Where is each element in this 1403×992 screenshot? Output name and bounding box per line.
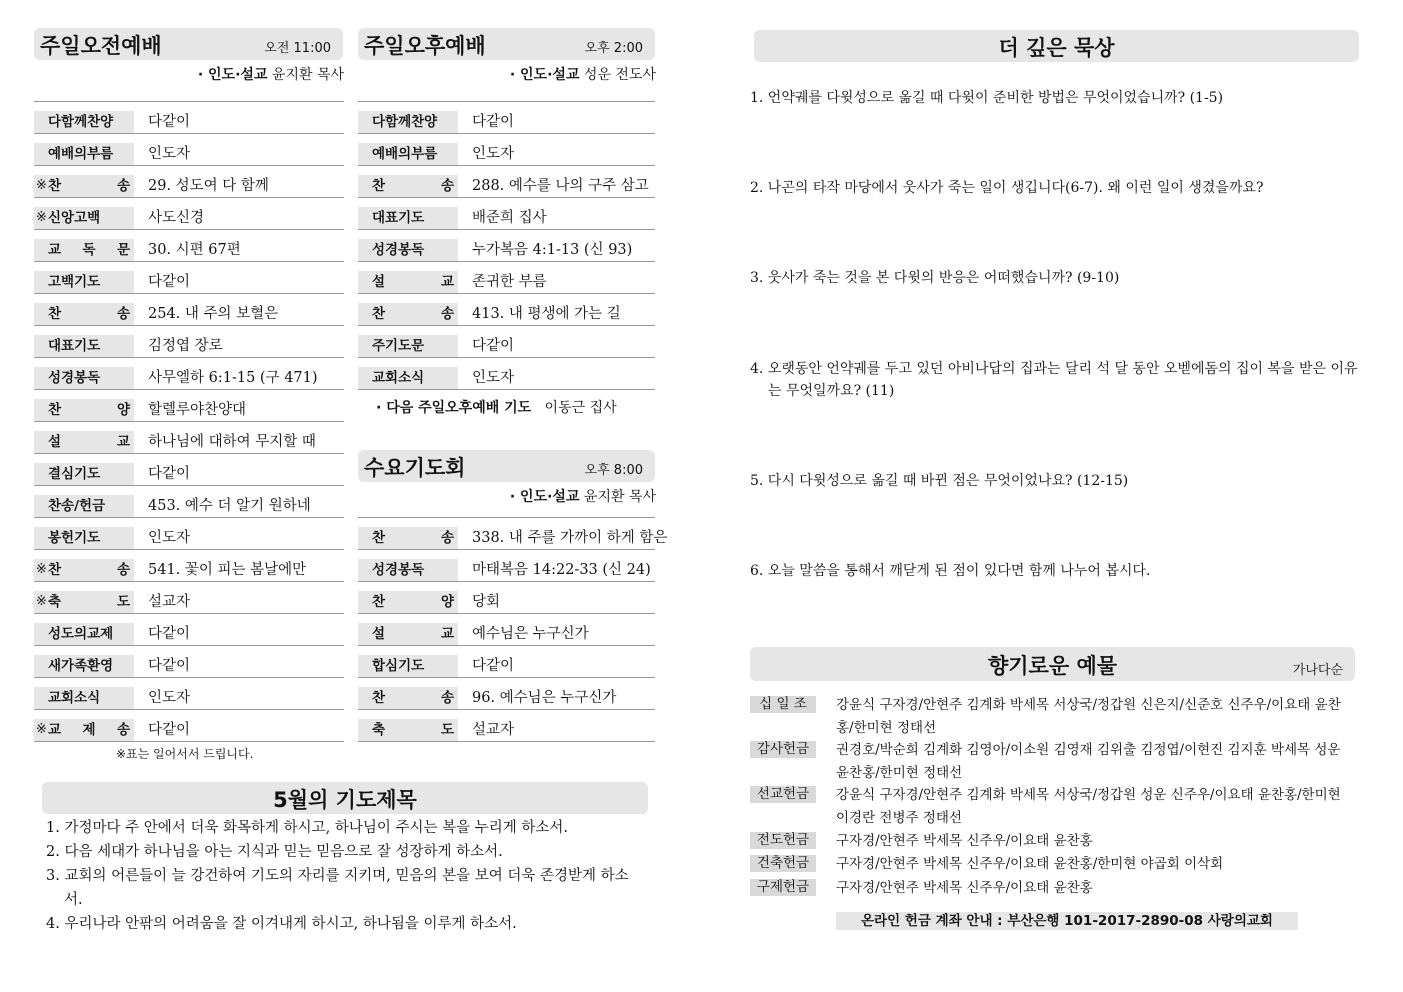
morning-time: 오전 11:00	[264, 41, 331, 56]
meditation-title: 더 깊은 묵상	[998, 36, 1115, 60]
order-label	[34, 719, 134, 741]
order-value: 인도자	[472, 370, 515, 386]
morning-leader-name: 윤지환 목사	[271, 67, 344, 83]
order-row	[34, 422, 344, 454]
wednesday-leader-name: 윤지환 목사	[583, 489, 656, 505]
order-label-text: 찬 송	[372, 530, 454, 546]
order-label	[358, 111, 458, 133]
order-label-text: 찬 송	[372, 306, 454, 322]
order-label	[34, 591, 134, 613]
offering-order-note: 가나다순	[1292, 663, 1343, 678]
afternoon-leader-label: · 인도·설교	[509, 67, 580, 83]
order-label	[34, 303, 134, 325]
order-value: 존귀한 부름	[472, 274, 547, 290]
order-row	[358, 678, 655, 710]
wednesday-header	[358, 450, 655, 482]
order-label	[358, 367, 458, 389]
order-label-text: 신앙고백	[48, 210, 101, 226]
order-row	[34, 454, 344, 486]
order-value: 인도자	[148, 690, 191, 706]
order-label-text: 새가족환영	[48, 658, 114, 674]
prayer-title: 5월의 기도제목	[273, 788, 417, 812]
order-label	[358, 207, 458, 229]
order-label	[34, 655, 134, 677]
question-item: 1. 언약궤를 다윗성으로 옮길 때 다윗이 준비한 방법은 무엇이었습니까? (1-5)	[750, 90, 1224, 106]
order-row	[34, 198, 344, 230]
order-label	[34, 623, 134, 645]
question-item: 5. 다시 다윗성으로 옮길 때 바뀐 점은 무엇이었나요? (12-15)	[750, 473, 1129, 489]
order-label-text: 성도의교제	[48, 626, 114, 642]
question-item: 2. 나곤의 타작 마당에서 웃사가 죽는 일이 생깁니다(6-7). 왜 이런 일이 생겼을까요?	[750, 180, 1264, 196]
order-value: 29. 성도여 다 함께	[148, 178, 269, 194]
order-label	[358, 335, 458, 357]
wednesday-leader	[358, 486, 656, 506]
offering-names: 강윤식 구자경/안현주 김계화 박세목 서상국/정갑원 성운 신주우/이요태 윤찬홍/한미현 이경란 전병주 정태선	[836, 787, 1341, 826]
afternoon-leader	[358, 64, 656, 84]
morning-header	[34, 28, 343, 60]
order-label	[34, 495, 134, 517]
order-label	[34, 687, 134, 709]
offering-names: 권경호/박순희 김계화 김영아/이소원 김영재 김위출 김정엽/이현진 김지훈 박세목 성운 윤찬홍/한미현 정태선	[836, 742, 1341, 781]
standing-mark-icon: ※	[36, 562, 47, 577]
order-label-text: 대표기도	[372, 210, 425, 226]
offering-label: 구제헌금	[750, 879, 816, 896]
order-value: 288. 예수를 나의 구주 삼고	[472, 178, 649, 194]
order-row	[358, 166, 655, 198]
afternoon-next-name: 이동근 집사	[544, 400, 617, 416]
order-row	[34, 550, 344, 582]
morning-order	[34, 101, 344, 742]
order-value: 사도신경	[148, 210, 205, 226]
order-value: 예수님은 누구신가	[472, 626, 589, 642]
order-value: 인도자	[472, 146, 515, 162]
order-label	[358, 527, 458, 549]
order-label	[34, 143, 134, 165]
bank-account-notice: 온라인 헌금 계좌 안내 : 부산은행 101-2017-2890-08 사랑의교회	[836, 912, 1298, 930]
morning-note: ※표는 일어서서 드립니다.	[116, 747, 254, 761]
offering-names: 구자경/안현주 박세목 신주우/이요태 윤찬홍/한미현 야곱회 이삭회	[836, 856, 1224, 872]
order-label-text: 설 교	[372, 626, 454, 642]
order-row	[34, 134, 344, 166]
question-item: 3. 웃사가 죽는 것을 본 다윗의 반응은 어떠했습니까? (9-10)	[750, 270, 1120, 286]
order-row	[358, 710, 655, 742]
order-label-text: 성경봉독	[372, 242, 425, 258]
order-label-text: 설 교	[48, 434, 130, 450]
order-value: 413. 내 평생에 가는 길	[472, 306, 621, 322]
order-label-text: 찬 양	[372, 594, 454, 610]
order-row	[34, 486, 344, 518]
offering-label: 십 일 조	[750, 696, 816, 713]
order-value: 김정엽 장로	[148, 338, 223, 354]
order-row	[34, 326, 344, 358]
order-row	[358, 358, 655, 390]
order-label	[358, 719, 458, 741]
offering-header	[750, 647, 1355, 681]
order-label-text: 축 도	[372, 722, 454, 738]
standing-mark-icon: ※	[36, 178, 47, 193]
order-label	[34, 431, 134, 453]
order-value: 다같이	[148, 466, 191, 482]
order-label-text: 설 교	[372, 274, 454, 290]
order-row	[34, 678, 344, 710]
order-label	[34, 527, 134, 549]
offering-label: 건축헌금	[750, 855, 816, 872]
order-label-text: 교회소식	[48, 690, 101, 706]
offering-label: 선교헌금	[750, 786, 816, 803]
prayer-header	[42, 782, 648, 814]
order-label-text: 찬 양	[48, 402, 130, 418]
order-value: 마태복음 14:22-33 (신 24)	[472, 562, 651, 578]
prayer-list	[46, 816, 646, 936]
order-label-text: 성경봉독	[48, 370, 101, 386]
wednesday-time: 오후 8:00	[584, 463, 643, 478]
order-row	[34, 646, 344, 678]
order-label	[358, 271, 458, 293]
order-label	[34, 367, 134, 389]
order-value: 다같이	[472, 658, 515, 674]
order-row	[358, 198, 655, 230]
offering-label: 전도헌금	[750, 832, 816, 849]
order-row	[358, 518, 668, 550]
order-row	[358, 614, 655, 646]
morning-title: 주일오전예배	[40, 34, 162, 58]
order-row	[358, 582, 655, 614]
order-label-text: 찬 송	[48, 306, 130, 322]
wednesday-leader-label: · 인도·설교	[509, 489, 580, 505]
morning-leader-label: · 인도·설교	[197, 67, 268, 83]
order-row	[34, 710, 344, 742]
order-value: 다같이	[472, 114, 515, 130]
afternoon-order	[358, 101, 655, 390]
order-row	[34, 614, 344, 646]
order-label	[34, 175, 134, 197]
order-label	[34, 239, 134, 261]
order-value: 453. 예수 더 알기 원하네	[148, 498, 311, 514]
order-label-text: 다함께찬양	[48, 114, 114, 130]
order-row	[34, 518, 344, 550]
standing-mark-icon: ※	[36, 594, 47, 609]
order-value: 다같이	[472, 338, 515, 354]
order-row	[358, 550, 655, 582]
order-label-text: 봉헌기도	[48, 530, 101, 546]
afternoon-title: 주일오후예배	[364, 34, 486, 58]
afternoon-leader-name: 성운 전도사	[583, 67, 656, 83]
order-label-text: 교 제 송	[48, 722, 130, 738]
afternoon-next-prayer	[376, 397, 617, 417]
order-value: 할렐루야찬양대	[148, 402, 247, 418]
question-item: 4. 오랫동안 언약궤를 두고 있던 아비나답의 집과는 달리 석 달 동안 오벧에돔의 집이 복을 받은 이유는 무엇일까요? (11)	[750, 361, 1358, 399]
morning-leader	[34, 64, 344, 84]
order-row	[34, 294, 344, 326]
order-label	[358, 655, 458, 677]
wednesday-order	[358, 517, 668, 742]
order-label-text: 대표기도	[48, 338, 101, 354]
offering-names: 구자경/안현주 박세목 신주우/이요태 윤찬홍	[836, 880, 1093, 896]
order-value: 다같이	[148, 626, 191, 642]
order-label-text: 찬 송	[372, 178, 454, 194]
order-value: 누가복음 4:1-13 (신 93)	[472, 242, 633, 258]
offering-label: 감사헌금	[750, 741, 816, 758]
order-label	[358, 239, 458, 261]
order-label	[34, 399, 134, 421]
order-value: 다같이	[148, 114, 191, 130]
standing-mark-icon: ※	[36, 210, 47, 225]
order-row	[34, 262, 344, 294]
order-value: 인도자	[148, 146, 191, 162]
order-value: 254. 내 주의 보혈은	[148, 306, 279, 322]
order-row	[358, 262, 655, 294]
order-value: 하나님에 대하여 무지할 때	[148, 434, 316, 450]
order-label	[358, 623, 458, 645]
afternoon-next-label: · 다음 주일오후예배 기도	[376, 400, 532, 416]
order-label	[34, 559, 134, 581]
order-label-text: 교 독 문	[48, 242, 130, 258]
order-label-text: 찬 송	[48, 178, 130, 194]
order-value: 30. 시편 67편	[148, 242, 241, 258]
meditation-header	[754, 30, 1359, 62]
order-label	[358, 175, 458, 197]
order-label-text: 예배의부름	[48, 146, 114, 162]
order-label	[358, 687, 458, 709]
order-row	[358, 102, 655, 134]
order-value: 다같이	[148, 658, 191, 674]
order-row	[34, 230, 344, 262]
order-label	[358, 591, 458, 613]
order-label-text: 합심기도	[372, 658, 425, 674]
order-row	[358, 646, 655, 678]
order-label-text: 주기도문	[372, 338, 425, 354]
order-label-text: 찬 송	[48, 562, 130, 578]
order-value: 다같이	[148, 274, 191, 290]
order-label	[34, 207, 134, 229]
order-label	[34, 335, 134, 357]
question-item: 6. 오늘 말씀을 통해서 깨닫게 된 점이 있다면 함께 나누어 봅시다.	[750, 563, 1151, 579]
order-label	[34, 111, 134, 133]
order-row	[358, 230, 655, 262]
wednesday-title: 수요기도회	[364, 456, 466, 480]
order-value: 인도자	[148, 530, 191, 546]
order-label-text: 다함께찬양	[372, 114, 438, 130]
order-label-text: 성경봉독	[372, 562, 425, 578]
order-label	[358, 303, 458, 325]
order-row	[34, 582, 344, 614]
prayer-item: 3. 교회의 어른들이 늘 강건하여 기도의 자리를 지키며, 믿음의 본을 보여 더욱 존경받게 하소서.	[46, 868, 629, 908]
order-label	[34, 271, 134, 293]
order-value: 설교자	[148, 594, 191, 610]
afternoon-header	[358, 28, 655, 60]
order-label-text: 교회소식	[372, 370, 425, 386]
prayer-item: 4. 우리나라 안팎의 어려움을 잘 이겨내게 하시고, 하나됨을 이루게 하소서.	[46, 916, 517, 932]
order-label-text: 고백기도	[48, 274, 101, 290]
order-value: 설교자	[472, 722, 515, 738]
order-label	[358, 559, 458, 581]
order-row	[34, 390, 344, 422]
order-row	[358, 134, 655, 166]
order-value: 당회	[472, 594, 501, 610]
order-value: 96. 예수님은 누구신가	[472, 690, 617, 706]
order-label	[358, 143, 458, 165]
afternoon-time: 오후 2:00	[584, 41, 643, 56]
order-row	[34, 166, 344, 198]
order-value: 배준희 집사	[472, 210, 547, 226]
order-row	[34, 102, 344, 134]
order-label-text: 결심기도	[48, 466, 101, 482]
order-row	[358, 294, 655, 326]
order-label-text: 예배의부름	[372, 146, 438, 162]
order-value: 338. 내 주를 가까이 하게 함은	[472, 530, 668, 546]
prayer-item: 1. 가정마다 주 안에서 더욱 화목하게 하시고, 하나님이 주시는 복을 누리게 하소서.	[46, 820, 568, 836]
standing-mark-icon: ※	[36, 722, 47, 737]
order-row	[34, 358, 344, 390]
offering-names: 강윤식 구자경/안현주 김계화 박세목 서상국/정갑원 신은지/신준호 신주우/이요태 윤찬홍/한미현 정태선	[836, 697, 1341, 736]
prayer-item: 2. 다음 세대가 하나님을 아는 지식과 믿는 믿음으로 잘 성장하게 하소서.	[46, 844, 503, 860]
order-value: 541. 꽃이 피는 봄날에만	[148, 562, 307, 578]
order-label-text: 찬 송	[372, 690, 454, 706]
order-value: 다같이	[148, 722, 191, 738]
order-label	[34, 463, 134, 485]
offering-title: 향기로운 예물	[987, 654, 1118, 678]
order-label-text: 축 도	[48, 594, 130, 610]
order-value: 사무엘하 6:1-15 (구 471)	[148, 370, 318, 386]
offering-names: 구자경/안현주 박세목 신주우/이요태 윤찬홍	[836, 833, 1093, 849]
order-label-text: 찬송/헌금	[48, 498, 106, 514]
order-row	[358, 326, 655, 358]
